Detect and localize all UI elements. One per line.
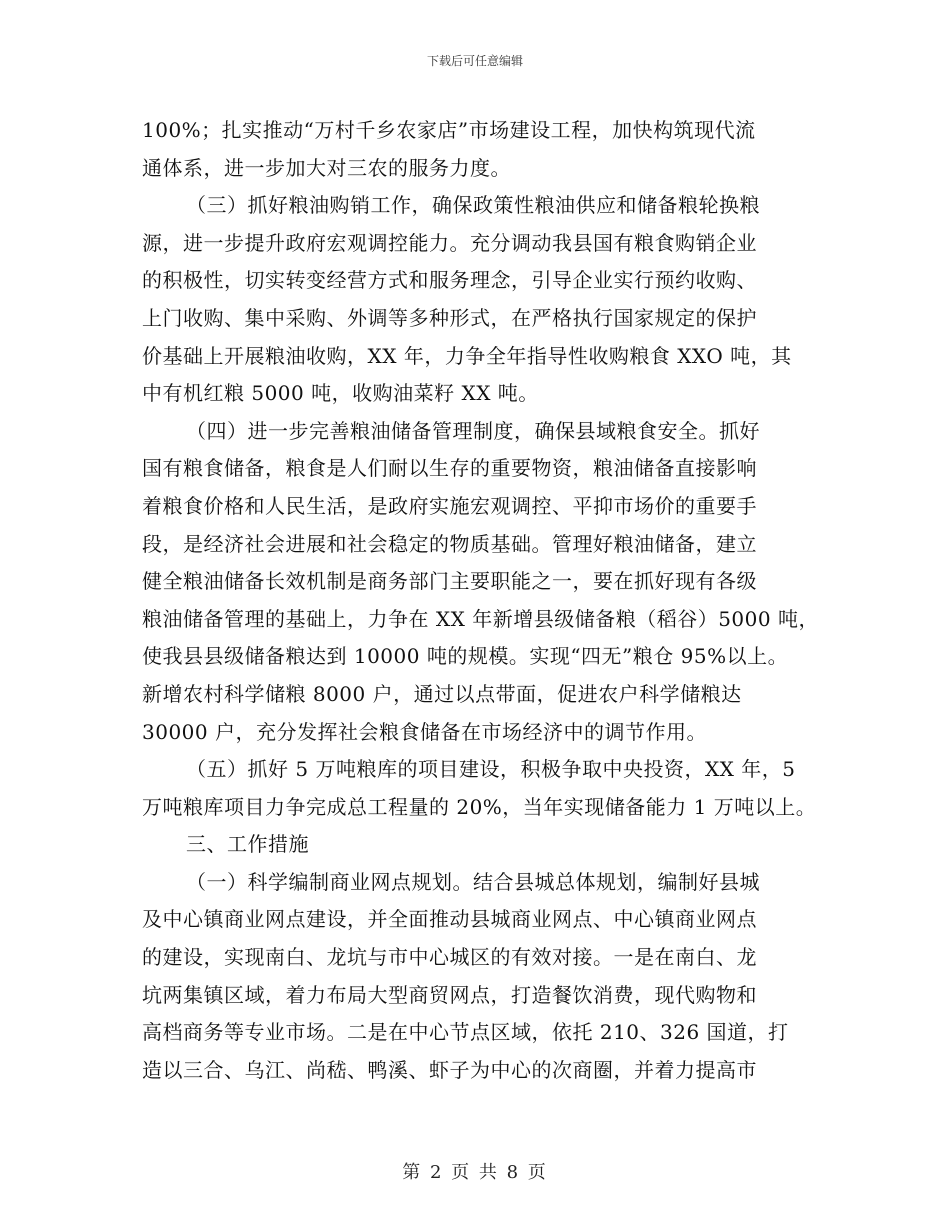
text-line: 100%；扎实推动“万村千乡农家店”市场建设工程，加快构筑现代流 (142, 118, 756, 142)
text-line: 通体系，进一步加大对三农的服务力度。 (142, 155, 511, 180)
text-line: 段，是经济社会进展和社会稳定的物质基础。管理好粮油储备，建立 (142, 531, 757, 556)
text-line: 价基础上开展粮油收购，XX 年，力争全年指导性收购粮食 XXO 吨，其 (142, 343, 792, 368)
text-line: 万吨粮库项目力争完成总工程量的 20%，当年实现储备能力 1 万吨以上。 (142, 794, 817, 819)
text-line: 三、工作措施 (186, 832, 309, 857)
text-line: 30000 户，充分发挥社会粮食储备在市场经济中的调节作用。 (142, 719, 707, 744)
text-line: 及中心镇商业网点建设，并全面推动县城商业网点、中心镇商业网点 (142, 907, 757, 932)
text-line: 新增农村科学储粮 8000 户，通过以点带面，促进农户科学储粮达 (142, 681, 742, 706)
page-header: 下载后可任意编辑 (426, 54, 523, 68)
page-number-footer: 第 2 页 共 8 页 (402, 1162, 548, 1183)
text-line: 上门收购、集中采购、外调等多种形式，在严格执行国家规定的保护 (142, 305, 757, 330)
text-line: （一）科学编制商业网点规划。结合县城总体规划，编制好县城 (186, 869, 760, 894)
text-line: 坑两集镇区域，着力布局大型商贸网点，打造餐饮消费，现代购物和 (142, 982, 757, 1007)
text-line: 高档商务等专业市场。二是在中心节点区域，依托 210、326 国道，打 (142, 1020, 789, 1045)
text-line: 中有机红粮 5000 吨，收购油菜籽 XX 吨。 (142, 381, 539, 406)
body-text (142, 112, 822, 1089)
text-line: 国有粮食储备，粮食是人们耐以生存的重要物资，粮油储备直接影响 (142, 456, 757, 481)
text-line: 粮油储备管理的基础上，力争在 XX 年新增县级储备粮（稻谷）5000 吨， (142, 606, 819, 631)
text-line: 源，进一步提升政府宏观调控能力。充分调动我县国有粮食购销企业 (142, 230, 757, 255)
text-line: 使我县县级储备粮达到 10000 吨的规模。实现“四无”粮仓 95%以上。 (142, 644, 789, 669)
text-line: （四）进一步完善粮油储备管理制度，确保县域粮食安全。抓好 (186, 418, 760, 443)
text-line: （五）抓好 5 万吨粮库的项目建设，积极争取中央投资，XX 年，5 (186, 757, 796, 782)
text-line: 的建设，实现南白、龙坑与市中心城区的有效对接。一是在南白、龙 (142, 945, 757, 970)
text-line: 着粮食价格和人民生活，是政府实施宏观调控、平抑市场价的重要手 (142, 493, 757, 518)
text-line: （三）抓好粮油购销工作，确保政策性粮油供应和储备粮轮换粮 (186, 193, 760, 218)
text-line: 的积极性，切实转变经营方式和服务理念，引导企业实行预约收购、 (142, 268, 757, 293)
text-line: 造以三合、乌江、尚嵇、鸭溪、虾子为中心的次商圈，并着力提高市 (142, 1057, 757, 1082)
text-line: 健全粮油储备长效机制是商务部门主要职能之一，要在抓好现有各级 (142, 569, 757, 594)
